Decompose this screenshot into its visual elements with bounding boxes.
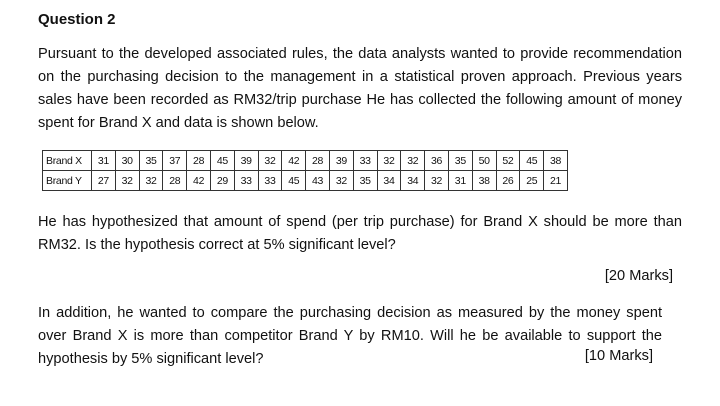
table-cell: 29	[210, 171, 234, 191]
table-cell: 36	[425, 151, 449, 171]
table-cell: 35	[353, 171, 377, 191]
table-cell: 26	[496, 171, 520, 191]
table-cell: 42	[187, 171, 211, 191]
table-cell: 31	[92, 151, 116, 171]
table-cell: 30	[115, 151, 139, 171]
question-title: Question 2	[38, 11, 116, 28]
table-row	[43, 151, 568, 171]
table-cell: 33	[353, 151, 377, 171]
part-b-marks: [10 Marks]	[584, 348, 653, 364]
part-a-question: He has hypothesized that amount of spend (per trip purchase) for Brand X should be more than RM32. Is the hypothesis correct at 5% significant level?	[38, 214, 682, 253]
table-cell: 32	[258, 151, 282, 171]
table-row-label: Brand X	[43, 151, 92, 171]
table-cell: 32	[139, 171, 163, 191]
table-cell: 45	[282, 171, 306, 191]
table-cell: 32	[329, 171, 353, 191]
table-cell: 45	[210, 151, 234, 171]
part-b-question: In addition, he wanted to compare the purchasing decision as measured by the money spent over Brand X is more than competitor Brand Y by RM10. Will he be available to support the hypothesis by 5% significant level?	[38, 305, 662, 367]
table-cell: 25	[520, 171, 544, 191]
table-cell: 45	[520, 151, 544, 171]
spend-data-table	[42, 150, 568, 191]
table-cell: 50	[472, 151, 496, 171]
table-row-label: Brand Y	[43, 171, 92, 191]
table-cell: 32	[377, 151, 401, 171]
table-cell: 43	[306, 171, 330, 191]
table-cell: 32	[425, 171, 449, 191]
table-cell: 35	[448, 151, 472, 171]
table-cell: 28	[163, 171, 187, 191]
table-cell: 34	[401, 171, 425, 191]
table-cell: 39	[329, 151, 353, 171]
table-cell: 42	[282, 151, 306, 171]
table-cell: 32	[401, 151, 425, 171]
table-cell: 28	[187, 151, 211, 171]
table-cell: 33	[234, 171, 258, 191]
table-cell: 38	[544, 151, 568, 171]
table-cell: 34	[377, 171, 401, 191]
part-a-marks: [20 Marks]	[604, 268, 673, 284]
table-cell: 52	[496, 151, 520, 171]
table-cell: 32	[115, 171, 139, 191]
table-cell: 38	[472, 171, 496, 191]
table-cell: 33	[258, 171, 282, 191]
table-row	[43, 171, 568, 191]
table-cell: 39	[234, 151, 258, 171]
table-cell: 31	[448, 171, 472, 191]
table-cell: 27	[92, 171, 116, 191]
table-cell: 37	[163, 151, 187, 171]
spend-data-table-body	[43, 151, 568, 191]
intro-paragraph: Pursuant to the developed associated rules, the data analysts wanted to provide recommendation on the purchasing decision to the management in a statistical proven approach. Previous years sales have been recorded as RM32/trip purchase He has collected the following amount of money spent for Brand X and data is shown below.	[38, 46, 682, 131]
table-cell: 21	[544, 171, 568, 191]
table-cell: 28	[306, 151, 330, 171]
table-cell: 35	[139, 151, 163, 171]
